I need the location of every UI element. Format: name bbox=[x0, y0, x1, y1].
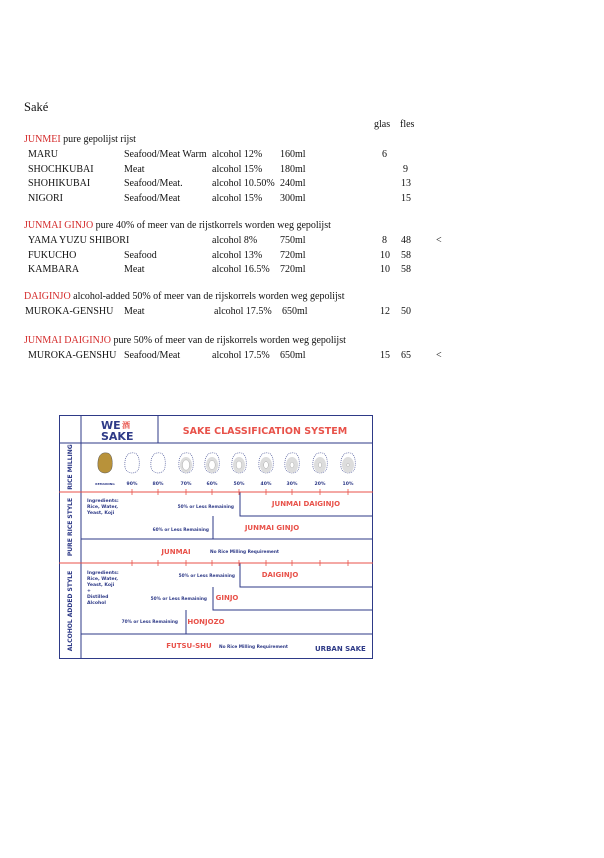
sake-volume: 160ml bbox=[280, 149, 306, 160]
sake-pairing: Seafood/Meat Warm bbox=[124, 149, 207, 160]
class-name: HONJOZO bbox=[187, 618, 225, 626]
sake-name: SHOHIKUBAI bbox=[28, 178, 91, 189]
ingredients-line: Alcohol bbox=[87, 601, 107, 606]
sake-fles: 50 bbox=[401, 306, 411, 317]
rice-grain-icon bbox=[179, 453, 193, 473]
milling-label: 30% bbox=[286, 482, 298, 487]
sake-alcohol: alcohol 17.5% bbox=[214, 306, 272, 317]
sake-glas: 15 bbox=[380, 350, 390, 361]
col-header-fles: fles bbox=[400, 119, 415, 130]
sake-classification-chart bbox=[59, 415, 373, 659]
sake-fles: 15 bbox=[401, 192, 411, 204]
section-heading bbox=[24, 134, 136, 145]
chart-heading: SAKE CLASSIFICATION SYSTEM bbox=[182, 426, 348, 437]
sake-alcohol: alcohol 8% bbox=[212, 235, 258, 246]
sake-fles: 9 bbox=[403, 163, 408, 175]
sake-alcohol: alcohol 15% bbox=[212, 163, 263, 175]
sake-name: NIGORI bbox=[28, 192, 63, 204]
milling-label: 40% bbox=[260, 482, 272, 487]
sake-fles: 13 bbox=[401, 178, 411, 189]
rice-grain-icon bbox=[341, 453, 355, 473]
milling-label: 90% bbox=[126, 482, 138, 487]
section-name: JUNMAI GINJO bbox=[24, 220, 94, 231]
sake-class bbox=[153, 524, 300, 533]
section-desc: pure gepolijst rijst bbox=[63, 134, 136, 145]
rice-grain-icon bbox=[205, 453, 219, 473]
sake-fles: 48 bbox=[401, 235, 411, 246]
section-name: JUNMAI DAIGINJO bbox=[24, 335, 111, 346]
sake-glas: 8 bbox=[382, 235, 387, 246]
sake-fles: 58 bbox=[401, 264, 411, 275]
rice-grain-icon bbox=[125, 453, 139, 473]
logo-sake: SAKE bbox=[101, 430, 134, 443]
section-desc: alcohol-added 50% of meer van de rijskorrels worden weg gepolijst bbox=[73, 291, 345, 302]
section-heading bbox=[24, 335, 346, 346]
milling-label: 70% bbox=[180, 482, 192, 487]
section-desc: pure 40% of meer van de rijstkorrels worden weg gepolijst bbox=[95, 220, 331, 231]
logo-kanji: 酒 bbox=[122, 421, 130, 430]
sake-pairing: Seafood bbox=[124, 249, 157, 261]
ingredients-line: Yeast, Koji bbox=[87, 583, 115, 588]
sake-alcohol: alcohol 15% bbox=[212, 192, 263, 204]
sake-class bbox=[160, 548, 279, 556]
class-requirement: 60% or Less Remaining bbox=[152, 528, 209, 533]
ingredients-line: Rice, Water, bbox=[87, 577, 118, 582]
sake-volume: 240ml bbox=[280, 178, 306, 189]
rice-grain-icon bbox=[98, 453, 112, 473]
sake-name: MUROKA-GENSHU bbox=[25, 306, 114, 317]
sake-pairing: Seafood/Meat bbox=[124, 350, 181, 361]
sake-alcohol: alcohol 16.5% bbox=[212, 264, 270, 275]
sake-pairing: Meat bbox=[124, 264, 145, 275]
milling-label: 20% bbox=[314, 482, 326, 487]
sake-glas: 10 bbox=[380, 264, 390, 275]
class-name: JUNMAI bbox=[161, 548, 191, 556]
sake-pairing: Seafood/Meat. bbox=[124, 178, 183, 189]
sake-name: YAMA YUZU SHIBORI bbox=[28, 235, 130, 246]
section-heading bbox=[24, 220, 331, 231]
section-name: DAIGINJO bbox=[24, 291, 71, 302]
class-name: GINJO bbox=[215, 594, 239, 602]
side-label-rice-milling: RICE MILLING bbox=[67, 444, 74, 490]
sake-alcohol: alcohol 17.5% bbox=[212, 350, 270, 361]
sake-alcohol: alcohol 10.50% bbox=[212, 178, 275, 189]
class-requirement: 50% or Less Remaining bbox=[150, 597, 207, 602]
sake-glas: 10 bbox=[380, 249, 390, 261]
milling-label: 10% bbox=[342, 482, 354, 487]
section-heading bbox=[24, 291, 344, 302]
sake-class bbox=[122, 618, 225, 626]
rice-grain-icon bbox=[232, 453, 246, 473]
sake-name: SHOCHKUBAI bbox=[28, 163, 94, 175]
class-name: FUTSU-SHU bbox=[166, 642, 212, 650]
ingredients-line: Rice, Water, bbox=[87, 505, 118, 510]
sake-volume: 720ml bbox=[280, 264, 306, 275]
sake-class bbox=[178, 500, 340, 510]
sake-class bbox=[151, 594, 239, 602]
ingredients-line: Yeast, Koji bbox=[87, 511, 115, 516]
sake-name: FUKUCHO bbox=[28, 249, 77, 261]
ingredients-line: Ingredients: bbox=[87, 571, 119, 576]
sake-mark: < bbox=[436, 235, 442, 246]
class-requirement: No Rice Milling Requirement bbox=[219, 645, 288, 650]
sake-pairing: Meat bbox=[124, 163, 145, 175]
sake-volume: 650ml bbox=[280, 350, 306, 361]
sake-alcohol: alcohol 13% bbox=[212, 249, 263, 261]
sake-name: KAMBARA bbox=[28, 264, 80, 275]
sake-fles: 65 bbox=[401, 350, 411, 361]
rice-grain-icon bbox=[259, 453, 273, 473]
sake-name: MARU bbox=[28, 149, 59, 160]
class-name: JUNMAI GINJO bbox=[244, 524, 300, 532]
class-name: JUNMAI DAIGINJO bbox=[271, 500, 341, 508]
section-name: JUNMEI bbox=[24, 134, 61, 145]
class-requirement: 50% or Less Remaining bbox=[177, 505, 234, 510]
brand-urban-sake: URBAN SAKE bbox=[315, 645, 366, 653]
class-requirement: 50% or Less Remaining bbox=[178, 574, 235, 579]
sake-glas: 12 bbox=[380, 306, 390, 317]
milling-label: REMAINING bbox=[95, 482, 115, 486]
side-label-alcohol-added: ALCOHOL ADDED STYLE bbox=[67, 570, 74, 652]
sake-volume: 300ml bbox=[280, 192, 306, 204]
ingredients-line: Ingredients: bbox=[87, 499, 119, 504]
sake-volume: 750ml bbox=[280, 235, 306, 246]
logo-we: WE bbox=[101, 419, 121, 432]
sake-volume: 720ml bbox=[280, 249, 306, 261]
sake-volume: 180ml bbox=[280, 163, 306, 175]
sake-pairing: Meat bbox=[124, 306, 145, 317]
milling-label: 50% bbox=[233, 482, 245, 487]
side-label-pure-rice: PURE RICE STYLE bbox=[67, 497, 74, 557]
section-desc: pure 50% of meer van de rijskorrels worden weg gepolijst bbox=[113, 335, 346, 346]
sake-class bbox=[179, 571, 299, 579]
col-header-glas: glas bbox=[374, 119, 391, 130]
sake-name: MUROKA-GENSHU bbox=[28, 350, 117, 361]
sake-mark: < bbox=[436, 350, 442, 361]
ingredients-line: + bbox=[87, 589, 91, 594]
sake-glas: 6 bbox=[382, 149, 387, 160]
milling-label: 80% bbox=[152, 482, 164, 487]
rice-grain-icon bbox=[313, 453, 327, 473]
rice-grain-icon bbox=[151, 453, 165, 473]
page-title: Saké bbox=[24, 100, 49, 114]
ingredients-line: Distilled bbox=[87, 595, 109, 600]
sake-fles: 58 bbox=[401, 249, 411, 261]
class-name: DAIGINJO bbox=[261, 571, 299, 579]
rice-grain-icon bbox=[285, 453, 299, 473]
sake-volume: 650ml bbox=[282, 306, 308, 317]
class-requirement: 70% or Less Remaining bbox=[121, 620, 178, 625]
class-requirement: No Rice Milling Requirement bbox=[210, 550, 279, 555]
sake-alcohol: alcohol 12% bbox=[212, 149, 263, 160]
sake-class bbox=[166, 642, 288, 650]
milling-label: 60% bbox=[206, 482, 218, 487]
sake-pairing: Seafood/Meat bbox=[124, 192, 181, 204]
